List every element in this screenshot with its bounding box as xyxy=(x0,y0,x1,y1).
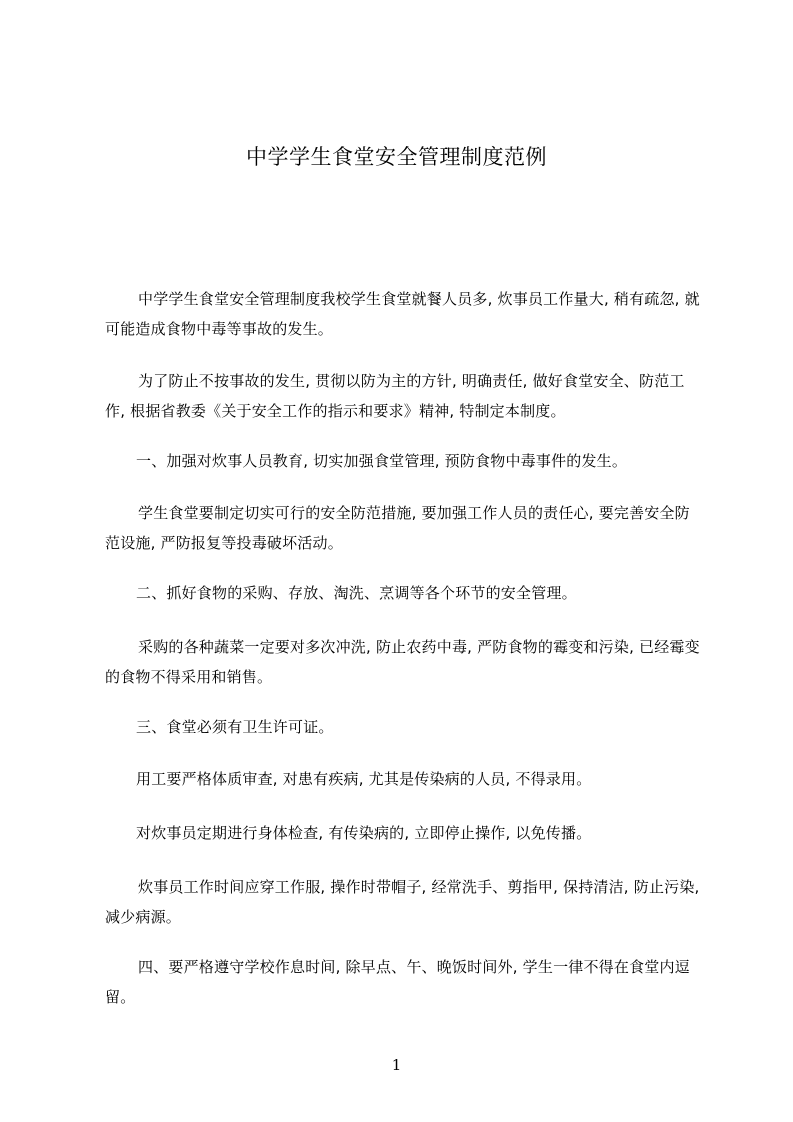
paragraph-section-3-body-2: 对炊事员定期进行身体检查, 有传染病的, 立即停止操作, 以免传播。 xyxy=(136,824,592,842)
paragraph-purpose: 为了防止不按事故的发生, 贯彻以防为主的方针, 明确责任, 做好食堂安全、防范工作, 根据省教委《关于安全工作的指示和要求》精神, 特制定本制度。 xyxy=(105,372,685,420)
paragraph-section-3-body-1: 用工要严格体质审查, 对患有疾病, 尤其是传染病的人员, 不得录用。 xyxy=(136,770,592,788)
paragraph-intro: 中学学生食堂安全管理制度我校学生食堂就餐人员多, 炊事员工作量大, 稍有疏忽, 就可能造成食物中毒等事故的发生。 xyxy=(105,290,700,338)
paragraph-section-2-heading: 二、抓好食物的采购、存放、淘洗、烹调等各个环节的安全管理。 xyxy=(136,584,577,602)
page-number: 1 xyxy=(391,1056,402,1074)
paragraph-section-1-body: 学生食堂要制定切实可行的安全防范措施, 要加强工作人员的责任心, 要完善安全防范设施, 严防报复等投毒破坏活动。 xyxy=(105,504,690,552)
paragraph-section-4-heading: 四、要严格遵守学校作息时间, 除早点、午、晚饭时间外, 学生一律不得在食堂内逗留。 xyxy=(105,958,690,1006)
document-title: 中学学生食堂安全管理制度范例 xyxy=(246,145,547,169)
paragraph-section-2-body: 采购的各种蔬菜一定要对多次冲洗, 防止农药中毒, 严防食物的霉变和污染, 已经霉变的食物不得采用和销售。 xyxy=(105,638,700,686)
paragraph-section-3-body-3: 炊事员工作时间应穿工作服, 操作时带帽子, 经常洗手、剪指甲, 保持清洁, 防止污染, 减少病源。 xyxy=(105,878,700,926)
paragraph-section-1-heading: 一、加强对炊事人员教育, 切实加强食堂管理, 预防食物中毒事件的发生。 xyxy=(136,452,628,470)
paragraph-section-3-heading: 三、食堂必须有卫生许可证。 xyxy=(136,718,334,736)
